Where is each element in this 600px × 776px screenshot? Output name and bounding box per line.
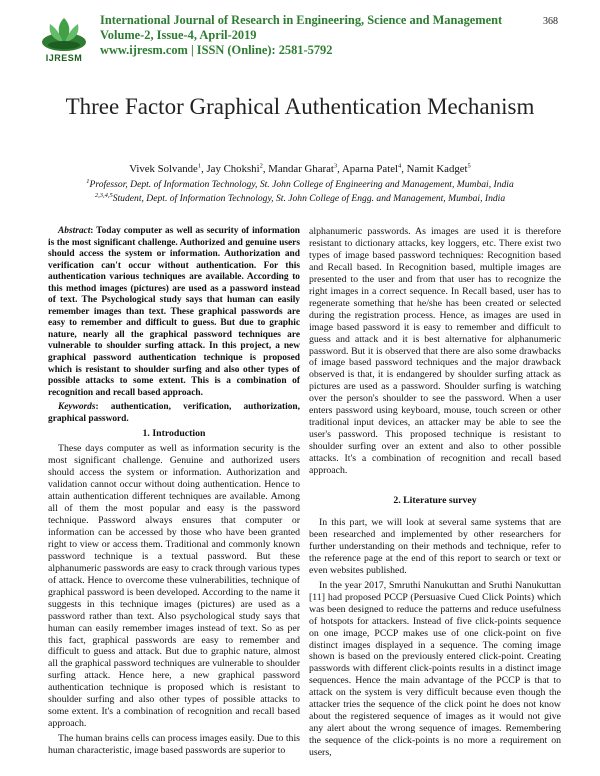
logo-text: IJRESM bbox=[45, 53, 83, 63]
journal-website: www.ijresm.com | ISSN (Online): 2581-5792 bbox=[100, 43, 333, 57]
affiliation: $^1$Professor, Dept. of Information Technology, St. John College of Engineering and Management, Mumbai, India bbox=[86, 177, 514, 190]
author: Jay Chokshi$^2$ bbox=[206, 162, 263, 175]
author-list: Vivek Solvande$^1$, Jay Chokshi$^2$, Mandar Gharat$^3$, Aparna Patel$^4$, Namit Kadget$^5$ bbox=[129, 162, 471, 175]
author: Vivek Solvande$^1$ bbox=[129, 162, 202, 175]
keywords: Keywords: authentication, verification, authorization, graphical password. bbox=[48, 402, 300, 424]
paper-title: Three Factor Graphical Authentication Mechanism bbox=[65, 94, 535, 119]
paragraph: These days computer as well as information security is the most significant challenge. Genuine and authorized users should access the system or information. Authorization and validation cannot occur without doing authentication. Hence to attain authentication different techniques are available. Among all of them the most popular and easy is the password technique. Password always ensures that computer or information can be accessed by those who have been granted right to view or access them. Traditional and commonly known password technique is a textual password. But these alphanumeric passwords are easy to crack through various types of attack. Hence to overcome these vulnerabilities, technique of graphical password is been developed. According to the name it suggests in this technique images (pictures) are used as a password rather than text. Also psychological study says that human can easily remember images instead of text. So as per this fact, graphical passwords are easy to remember and difficult to guess and attack. But due to graphic nature, almost all the graphical password techniques are vulnerable to shoulder surfing attack. Hence here, a new graphical password authentication technique is proposed which is resistant to shoulder surfing and also other types of possible attacks to some extent. It's a combination of recognition and recall based approach. bbox=[48, 443, 300, 730]
section-heading-introduction: 1. Introduction bbox=[142, 428, 206, 440]
journal-name: International Journal of Research in Engineering, Science and Management bbox=[100, 13, 503, 27]
abstract: Abstract: Today computer as well as security of information is the most significant challenge. Authorized and genuine users should access the system or information. Authorization and verification can't occur without authentication. For this authentication various techniques are available. According to this method images (pictures) are used as a password instead of text. The Psychological study says that human can easily remember images than text. These graphical passwords are easy to remember and difficult to guess. But due to graphic nature, nearly all the graphical password techniques are vulnerable to shoulder surfing attack. In this project, a new graphical password authentication technique is proposed which is resistant to shoulder surfing and also other types of possible attacks to some extent. This is a combination of recognition and recall based approach. bbox=[48, 226, 300, 398]
paragraph: alphanumeric passwords. As images are used it is therefore resistant to dictionary attacks, key loggers, etc. There exist two types of image based password techniques: Recognition based and Recall based. In Recognition based, multiple images are presented to the user and from that user has to recognize the right images in a correct sequence. In Recall based, user has to regenerate something that he/she has been created or selected during the registration process. Hence, as images are used in image based password it is easy to remember and difficult to guess and attack and it is best alternative for alphanumeric password. But it is observed that there are also some drawbacks of image based password techniques and the major drawback observed is that, it is endangered by shoulder surfing attack as pictures are used as a password. Shoulder surfing is watching over the person's shoulder to see the password. When a user enters password using keyboard, mouse, touch screen or other traditional input devices, an attacker may be able to see the user's password. This proposed technique is resistant to shoulder surfing over an extent and also to other possible attacks. It's a combination of recognition and recall based approach. bbox=[309, 226, 561, 477]
author: Mandar Gharat$^3$ bbox=[268, 162, 338, 175]
author: Aparna Patel$^4$ bbox=[341, 162, 402, 175]
affiliation: $^{2,3,4,5}$Student, Dept. of Information Technology, St. John College of Engg. and Management, Mumbai, India bbox=[94, 191, 506, 204]
left-column bbox=[48, 226, 300, 760]
paragraph: The human brains cells can process images easily. Due to this human characteristic, image based passwords are superior to bbox=[48, 733, 300, 757]
journal-volume: Volume-2, Issue-4, April-2019 bbox=[100, 28, 257, 42]
paragraph: In the year 2017, Smruthi Nanukuttan and Sruthi Nanukuttan [11] had proposed PCCP (Persuasive Cued Click Points) which was been designed to reduce the patterns and reduce usefulness of hotspots for attackers. Instead of five click-points sequence on one image, PCCP makes use of one click-point on five distinct images displayed in a sequence. The coming image shown is based on the previously entered click-point. Creating passwords with different click-points results in a distinct image sequences. Hence the main advantage of the PCCP is that to attack on the system is very difficult because even though the attacker tries the sequence of the click point he does not know about the registered sequence of images as it would not give any alert about the wrong sequence of images. Remembering the sequence of the click-points is no more a requirement on users, bbox=[309, 579, 561, 759]
section-heading-literature-survey: 2. Literature survey bbox=[393, 495, 477, 507]
paragraph: In this part, we will look at several same systems that are been researched and implemented by other researchers for further understanding on their methods and technique, refer to the reference page at the end of this report to search or text or even websites published. bbox=[309, 516, 561, 576]
page-number: 368 bbox=[543, 16, 558, 27]
journal-header bbox=[100, 13, 520, 58]
right-column bbox=[309, 226, 561, 762]
author: Namit Kadget$^5$ bbox=[406, 162, 471, 175]
